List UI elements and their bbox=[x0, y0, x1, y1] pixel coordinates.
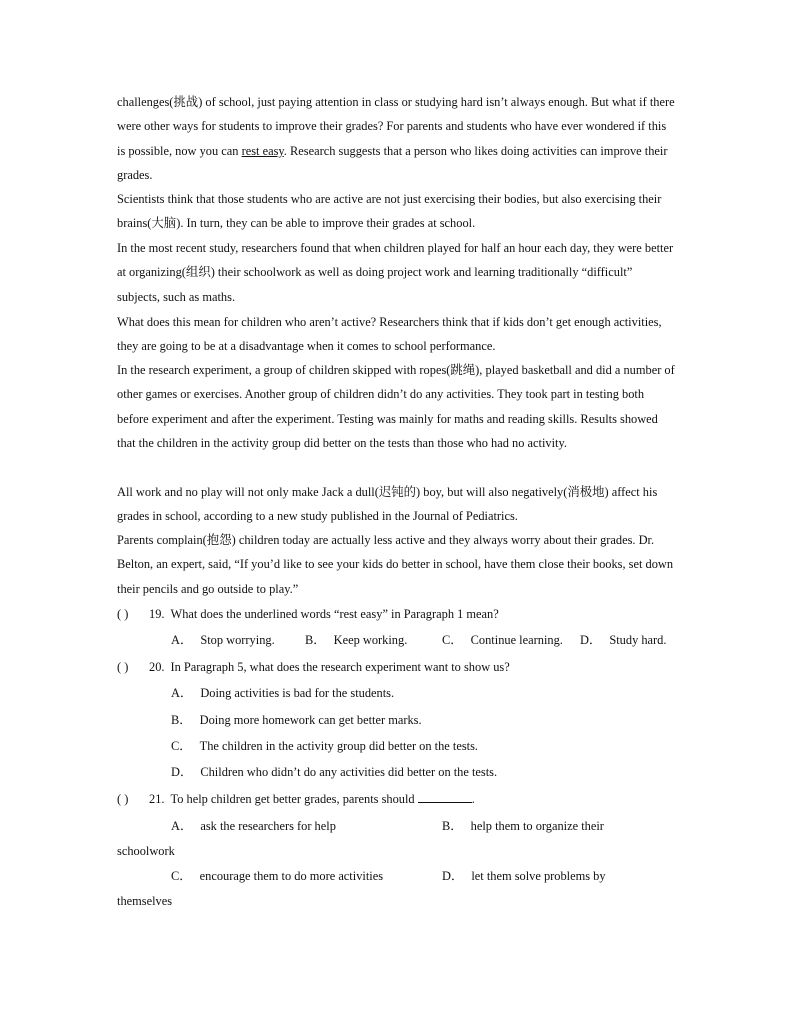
option-text: Children who didn’t do any activities did better on the tests. bbox=[200, 765, 498, 779]
question-19-text: What does the underlined words “rest easy” in Paragraph 1 mean? bbox=[170, 607, 499, 621]
option-text: Doing more homework can get better marks. bbox=[199, 713, 422, 727]
option-19-d[interactable] bbox=[580, 630, 666, 650]
answer-bracket-20[interactable]: ( ) bbox=[117, 660, 129, 674]
question-19-number: 19. bbox=[149, 607, 165, 621]
question-21-number: 21. bbox=[149, 792, 165, 806]
question-20 bbox=[117, 657, 697, 677]
question-21-text: To help children get better grades, parents should bbox=[170, 792, 415, 806]
question-21 bbox=[117, 789, 697, 809]
passage-paragraph-2: Scientists think that those students who are active are not just exercising their bodies, but also exercising their brains(大脑). In turn, they can be able to improve their grades at school. bbox=[117, 192, 662, 231]
option-letter: C． bbox=[171, 869, 192, 883]
option-21-d-wrap: themselves bbox=[117, 894, 173, 908]
underlined-phrase-rest-easy: rest easy bbox=[241, 143, 284, 158]
option-text: let them solve problems by bbox=[471, 869, 606, 883]
option-text: The children in the activity group did better on the tests. bbox=[199, 739, 479, 753]
option-letter: B． bbox=[171, 713, 192, 727]
answer-bracket-21[interactable]: ( ) bbox=[117, 792, 129, 806]
option-text: Keep working. bbox=[333, 633, 408, 647]
option-text: Continue learning. bbox=[470, 633, 563, 647]
question-20-text: In Paragraph 5, what does the research experiment want to show us? bbox=[170, 660, 510, 674]
question-21-end: . bbox=[471, 792, 475, 806]
passage-paragraph-7: Parents complain(抱怨) children today are actually less active and they always worry about their grades. Dr. Belton, an expert, said, “If you’d like to see your kids do better in school, have them close their books, set down their pencils and go outside to play.” bbox=[117, 533, 674, 596]
passage-paragraph-4: What does this mean for children who aren’t active? Researchers think that if kids don’t get enough activities, they are going to be at a disadvantage when it comes to school performance. bbox=[117, 315, 662, 354]
question-20-number: 20. bbox=[149, 660, 165, 674]
option-letter: C． bbox=[442, 633, 463, 647]
passage-paragraph-5: In the research experiment, a group of children skipped with ropes(跳绳), played basketball and did a number of other games or exercises. Another group of children didn’t do any activities. They took part in testing both before experiment and after the experiment. Testing was mainly for maths and reading skills. Results showed that the children in the activity group did better on the tests than those who had no activity. bbox=[117, 363, 675, 451]
option-text: encourage them to do more activities bbox=[199, 869, 384, 883]
option-letter: B． bbox=[442, 819, 463, 833]
option-20-d[interactable] bbox=[171, 762, 497, 782]
option-letter: A． bbox=[171, 686, 193, 700]
option-text: ask the researchers for help bbox=[200, 819, 336, 833]
option-20-c[interactable] bbox=[171, 736, 478, 756]
option-letter: D． bbox=[442, 869, 464, 883]
option-letter: B． bbox=[305, 633, 326, 647]
paragraph-1-text-start: challenges(挑战) of school, just paying attention in class or studying hard isn’t always enough. But what if there were other ways for students to improve their grades? For parents and students who have ever wondered if this is possible, now you can bbox=[117, 95, 675, 158]
option-21-a[interactable] bbox=[171, 816, 336, 836]
option-text: Doing activities is bad for the students. bbox=[200, 686, 395, 700]
answer-blank[interactable] bbox=[418, 790, 472, 803]
option-letter: A． bbox=[171, 633, 193, 647]
option-text: Stop worrying. bbox=[200, 633, 275, 647]
paragraph-1-text-end: . Research suggests that a person who likes doing activities can improve their grades. bbox=[117, 143, 668, 183]
option-text: Study hard. bbox=[609, 633, 667, 647]
option-letter: A． bbox=[171, 819, 193, 833]
option-letter: D． bbox=[580, 633, 602, 647]
option-19-b[interactable] bbox=[305, 630, 407, 650]
passage-paragraph-6: All work and no play will not only make Jack a dull(迟钝的) boy, but will also negatively(消极地) affect his grades in school, according to a new study published in the Journal of Pediatrics. bbox=[117, 485, 658, 524]
answer-bracket-19[interactable]: ( ) bbox=[117, 607, 129, 621]
option-letter: D． bbox=[171, 765, 193, 779]
option-19-c[interactable] bbox=[442, 630, 563, 650]
option-text: help them to organize their bbox=[470, 819, 604, 833]
option-20-a[interactable] bbox=[171, 683, 394, 703]
question-19 bbox=[117, 604, 697, 624]
option-21-b[interactable] bbox=[442, 816, 604, 836]
option-21-d[interactable] bbox=[442, 866, 606, 886]
option-21-c[interactable] bbox=[171, 866, 383, 886]
passage-paragraph-3: In the most recent study, researchers found that when children played for half an hour each day, they were better at organizing(组织) their schoolwork as well as doing project work and learning traditionally “difficult” subjects, such as maths. bbox=[117, 241, 674, 304]
option-letter: C． bbox=[171, 739, 192, 753]
passage-paragraph-1 bbox=[117, 90, 677, 188]
option-20-b[interactable] bbox=[171, 710, 422, 730]
option-21-b-wrap: schoolwork bbox=[117, 844, 175, 858]
option-19-a[interactable] bbox=[171, 630, 275, 650]
